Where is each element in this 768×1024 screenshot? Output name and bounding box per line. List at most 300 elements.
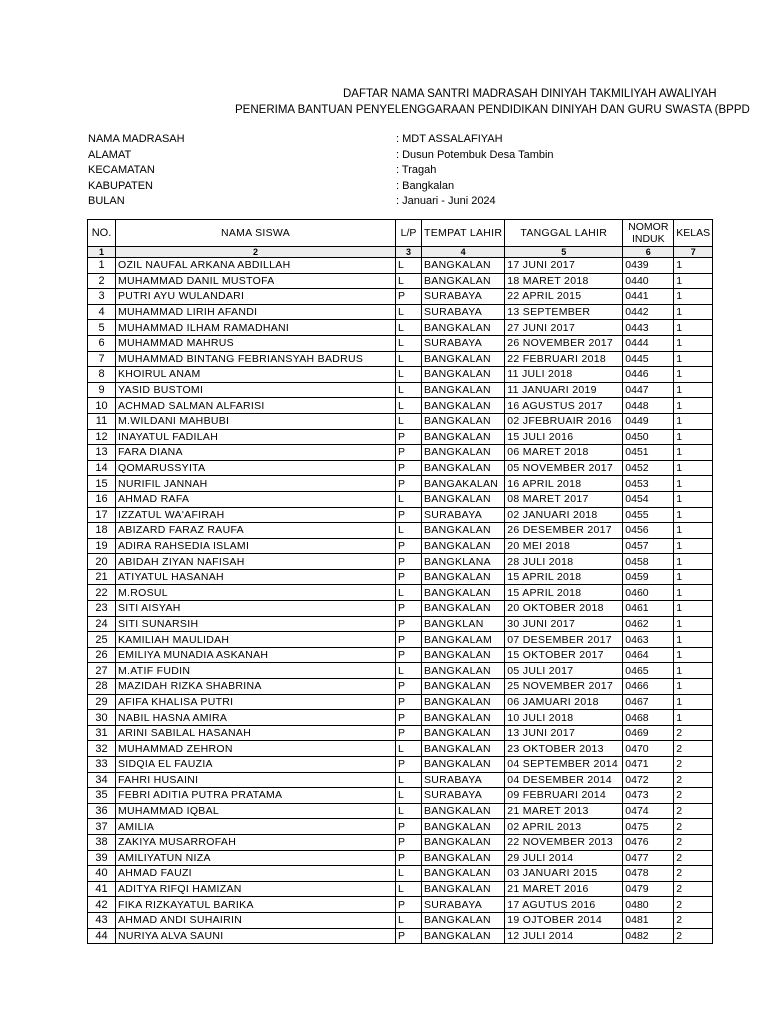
cell-no: 3 [88, 289, 116, 305]
table-row [88, 554, 713, 570]
cell-no: 22 [88, 585, 116, 601]
table-row [88, 803, 713, 819]
cell-no: 26 [88, 647, 116, 663]
table-row [88, 912, 713, 928]
cell-nomor-induk: 0454 [623, 491, 674, 507]
cell-nama-siswa: FIKA RIZKAYATUL BARIKA [116, 897, 396, 913]
column-number: 3 [396, 247, 422, 258]
cell-kelas: 2 [674, 725, 713, 741]
cell-lp: L [396, 881, 422, 897]
table-row [88, 679, 713, 695]
cell-tanggal-lahir: 02 JANUARI 2018 [505, 507, 623, 523]
header-tempat-lahir: TEMPAT LAHIR [422, 220, 505, 247]
cell-tempat-lahir: BANGKALAN [422, 585, 505, 601]
cell-lp: L [396, 258, 422, 274]
cell-tanggal-lahir: 22 FEBRUARI 2018 [505, 351, 623, 367]
cell-tanggal-lahir: 07 DESEMBER 2017 [505, 632, 623, 648]
cell-lp: P [396, 460, 422, 476]
cell-tempat-lahir: BANGKALAN [422, 367, 505, 383]
table-row [88, 757, 713, 773]
info-row [88, 164, 554, 180]
info-value: : MDT ASSALAFIYAH [396, 133, 503, 145]
cell-lp: L [396, 367, 422, 383]
cell-tanggal-lahir: 30 JUNI 2017 [505, 616, 623, 632]
student-table [87, 219, 713, 944]
cell-nomor-induk: 0450 [623, 429, 674, 445]
cell-no: 17 [88, 507, 116, 523]
info-value: : Dusun Potembuk Desa Tambin [396, 148, 554, 161]
table-row [88, 491, 713, 507]
cell-tempat-lahir: BANGKALAN [422, 273, 505, 289]
cell-nomor-induk: 0451 [623, 445, 674, 461]
cell-nama-siswa: PUTRI AYU WULANDARI [116, 289, 396, 305]
cell-nama-siswa: MUHAMMAD IQBAL [116, 803, 396, 819]
cell-kelas: 2 [674, 834, 713, 850]
cell-nomor-induk: 0471 [623, 757, 674, 773]
cell-nomor-induk: 0457 [623, 538, 674, 554]
cell-lp: L [396, 320, 422, 336]
cell-kelas: 2 [674, 772, 713, 788]
table-row [88, 351, 713, 367]
table-row [88, 273, 713, 289]
cell-nama-siswa: MUHAMMAD DANIL MUSTOFA [116, 273, 396, 289]
cell-tanggal-lahir: 06 MARET 2018 [505, 445, 623, 461]
cell-nomor-induk: 0475 [623, 819, 674, 835]
cell-tempat-lahir: BANGKALAN [422, 523, 505, 539]
cell-tanggal-lahir: 02 APRIL 2013 [505, 819, 623, 835]
cell-tempat-lahir: BANGKALAN [422, 413, 505, 429]
table-row [88, 413, 713, 429]
table-row [88, 834, 713, 850]
cell-tanggal-lahir: 04 DESEMBER 2014 [505, 772, 623, 788]
cell-lp: P [396, 569, 422, 585]
cell-tempat-lahir: BANGKALAN [422, 866, 505, 882]
cell-kelas: 1 [674, 335, 713, 351]
info-label: ALAMAT [88, 148, 132, 161]
cell-kelas: 2 [674, 819, 713, 835]
column-number: 6 [623, 247, 674, 258]
cell-nomor-induk: 0447 [623, 382, 674, 398]
cell-tempat-lahir: BANGKALAN [422, 320, 505, 336]
cell-lp: P [396, 819, 422, 835]
cell-lp: P [396, 897, 422, 913]
cell-no: 29 [88, 694, 116, 710]
cell-tanggal-lahir: 06 JAMUARI 2018 [505, 694, 623, 710]
cell-tempat-lahir: BANGAKALAN [422, 476, 505, 492]
column-number-row [88, 247, 713, 258]
header-lp: L/P [396, 220, 422, 247]
cell-kelas: 1 [674, 523, 713, 539]
cell-no: 32 [88, 741, 116, 757]
cell-lp: L [396, 663, 422, 679]
cell-no: 39 [88, 850, 116, 866]
cell-no: 10 [88, 398, 116, 414]
table-row [88, 772, 713, 788]
table-row [88, 850, 713, 866]
cell-nomor-induk: 0482 [623, 928, 674, 944]
cell-nomor-induk: 0452 [623, 460, 674, 476]
cell-nama-siswa: MUHAMMAD LIRIH AFANDI [116, 304, 396, 320]
header-kelas: KELAS [674, 220, 713, 247]
table-row [88, 398, 713, 414]
cell-lp: P [396, 632, 422, 648]
cell-nama-siswa: FAHRI HUSAINI [116, 772, 396, 788]
cell-nomor-induk: 0445 [623, 351, 674, 367]
cell-tempat-lahir: BANGKALAN [422, 741, 505, 757]
cell-tempat-lahir: BANGKALAM [422, 632, 505, 648]
cell-no: 2 [88, 273, 116, 289]
cell-tanggal-lahir: 21 MARET 2016 [505, 881, 623, 897]
table-row [88, 710, 713, 726]
cell-nomor-induk: 0441 [623, 289, 674, 305]
cell-tanggal-lahir: 27 JUNI 2017 [505, 320, 623, 336]
cell-kelas: 1 [674, 710, 713, 726]
cell-nomor-induk: 0455 [623, 507, 674, 523]
cell-tempat-lahir: SURABAYA [422, 507, 505, 523]
madrasah-info [88, 133, 554, 211]
cell-nomor-induk: 0479 [623, 881, 674, 897]
table-row [88, 694, 713, 710]
cell-tempat-lahir: SURABAYA [422, 788, 505, 804]
table-row [88, 725, 713, 741]
cell-tanggal-lahir: 02 JFEBRUAIR 2016 [505, 413, 623, 429]
cell-nomor-induk: 0462 [623, 616, 674, 632]
cell-tanggal-lahir: 17 JUNI 2017 [505, 258, 623, 274]
table-row [88, 304, 713, 320]
cell-nama-siswa: AMILIA [116, 819, 396, 835]
cell-kelas: 1 [674, 320, 713, 336]
table-row [88, 632, 713, 648]
cell-nama-siswa: AHMAD FAUZI [116, 866, 396, 882]
cell-nama-siswa: FEBRI ADITIA PUTRA PRATAMA [116, 788, 396, 804]
cell-nomor-induk: 0469 [623, 725, 674, 741]
cell-nama-siswa: ARINI SABILAL HASANAH [116, 725, 396, 741]
cell-nomor-induk: 0463 [623, 632, 674, 648]
cell-lp: P [396, 554, 422, 570]
cell-no: 28 [88, 679, 116, 695]
cell-nama-siswa: ABIDAH ZIYAN NAFISAH [116, 554, 396, 570]
cell-nama-siswa: NURIYA ALVA SAUNI [116, 928, 396, 944]
cell-tempat-lahir: SURABAYA [422, 897, 505, 913]
cell-nomor-induk: 0440 [623, 273, 674, 289]
cell-tempat-lahir: SURABAYA [422, 289, 505, 305]
cell-tempat-lahir: BANGKALAN [422, 912, 505, 928]
column-number: 1 [88, 247, 116, 258]
cell-tanggal-lahir: 17 AGUTUS 2016 [505, 897, 623, 913]
cell-lp: P [396, 679, 422, 695]
cell-nama-siswa: KAMILIAH MAULIDAH [116, 632, 396, 648]
info-value: : Bangkalan [396, 179, 455, 192]
info-value: : Januari - Juni 2024 [396, 195, 496, 207]
cell-no: 31 [88, 725, 116, 741]
cell-nama-siswa: SITI AISYAH [116, 601, 396, 617]
cell-lp: P [396, 507, 422, 523]
cell-kelas: 2 [674, 803, 713, 819]
cell-lp: P [396, 725, 422, 741]
cell-tempat-lahir: SURABAYA [422, 304, 505, 320]
info-label: KABUPATEN [88, 179, 153, 192]
table-row [88, 382, 713, 398]
cell-lp: P [396, 710, 422, 726]
cell-tanggal-lahir: 13 JUNI 2017 [505, 725, 623, 741]
cell-tanggal-lahir: 04 SEPTEMBER 2014 [505, 757, 623, 773]
cell-lp: P [396, 616, 422, 632]
table-row [88, 523, 713, 539]
cell-nomor-induk: 0439 [623, 258, 674, 274]
cell-nomor-induk: 0481 [623, 912, 674, 928]
cell-no: 42 [88, 897, 116, 913]
cell-kelas: 1 [674, 694, 713, 710]
cell-no: 18 [88, 523, 116, 539]
table-row [88, 507, 713, 523]
cell-tanggal-lahir: 05 JULI 2017 [505, 663, 623, 679]
cell-lp: P [396, 289, 422, 305]
cell-lp: P [396, 834, 422, 850]
cell-tanggal-lahir: 22 NOVEMBER 2013 [505, 834, 623, 850]
cell-lp: P [396, 850, 422, 866]
cell-nama-siswa: ACHMAD SALMAN ALFARISI [116, 398, 396, 414]
cell-tanggal-lahir: 19 OJTOBER 2014 [505, 912, 623, 928]
cell-nama-siswa: KHOIRUL ANAM [116, 367, 396, 383]
cell-kelas: 2 [674, 741, 713, 757]
cell-no: 33 [88, 757, 116, 773]
table-row [88, 866, 713, 882]
cell-nomor-induk: 0472 [623, 772, 674, 788]
header-nomor-induk: NOMOR INDUK [623, 220, 674, 247]
cell-nama-siswa: MUHAMMAD MAHRUS [116, 335, 396, 351]
cell-kelas: 1 [674, 507, 713, 523]
cell-tanggal-lahir: 15 JULI 2016 [505, 429, 623, 445]
cell-kelas: 1 [674, 554, 713, 570]
cell-nama-siswa: ZAKIYA MUSARROFAH [116, 834, 396, 850]
info-row [88, 180, 554, 196]
cell-tempat-lahir: BANGKALAN [422, 710, 505, 726]
table-row [88, 881, 713, 897]
cell-no: 37 [88, 819, 116, 835]
cell-tempat-lahir: BANGKLAN [422, 616, 505, 632]
cell-tempat-lahir: BANGKLANA [422, 554, 505, 570]
cell-kelas: 2 [674, 757, 713, 773]
cell-no: 25 [88, 632, 116, 648]
table-row [88, 460, 713, 476]
header-tanggal-lahir: TANGGAL LAHIR [505, 220, 623, 247]
cell-nomor-induk: 0460 [623, 585, 674, 601]
cell-no: 5 [88, 320, 116, 336]
cell-nama-siswa: AMILIYATUN NIZA [116, 850, 396, 866]
cell-no: 16 [88, 491, 116, 507]
column-number: 5 [505, 247, 623, 258]
info-value: : Tragah [396, 164, 437, 176]
cell-tempat-lahir: BANGKALAN [422, 429, 505, 445]
info-label: KECAMATAN [88, 164, 155, 176]
cell-no: 44 [88, 928, 116, 944]
cell-kelas: 1 [674, 367, 713, 383]
cell-lp: L [396, 523, 422, 539]
cell-tempat-lahir: SURABAYA [422, 335, 505, 351]
cell-nomor-induk: 0443 [623, 320, 674, 336]
cell-lp: L [396, 788, 422, 804]
cell-kelas: 1 [674, 601, 713, 617]
cell-kelas: 2 [674, 866, 713, 882]
table-row [88, 819, 713, 835]
cell-kelas: 1 [674, 351, 713, 367]
cell-kelas: 1 [674, 429, 713, 445]
cell-tempat-lahir: BANGKALAN [422, 834, 505, 850]
info-label: NAMA MADRASAH [88, 133, 185, 145]
column-number: 2 [116, 247, 396, 258]
cell-tanggal-lahir: 28 JULI 2018 [505, 554, 623, 570]
cell-tempat-lahir: BANGKALAN [422, 881, 505, 897]
cell-nama-siswa: NABIL HASNA AMIRA [116, 710, 396, 726]
cell-lp: L [396, 585, 422, 601]
cell-tanggal-lahir: 22 APRIL 2015 [505, 289, 623, 305]
cell-tempat-lahir: BANGKALAN [422, 663, 505, 679]
cell-no: 12 [88, 429, 116, 445]
cell-nomor-induk: 0473 [623, 788, 674, 804]
cell-kelas: 2 [674, 897, 713, 913]
cell-nomor-induk: 0468 [623, 710, 674, 726]
cell-kelas: 1 [674, 476, 713, 492]
cell-kelas: 1 [674, 538, 713, 554]
cell-tempat-lahir: BANGKALAN [422, 460, 505, 476]
cell-nama-siswa: EMILIYA MUNADIA ASKANAH [116, 647, 396, 663]
cell-no: 27 [88, 663, 116, 679]
cell-nama-siswa: AHMAD ANDI SUHAIRIN [116, 912, 396, 928]
cell-nomor-induk: 0470 [623, 741, 674, 757]
cell-kelas: 1 [674, 569, 713, 585]
cell-nama-siswa: ADITYA RIFQI HAMIZAN [116, 881, 396, 897]
cell-kelas: 2 [674, 850, 713, 866]
table-row [88, 320, 713, 336]
cell-no: 41 [88, 881, 116, 897]
cell-lp: P [396, 757, 422, 773]
cell-tempat-lahir: BANGKALAN [422, 538, 505, 554]
cell-lp: L [396, 866, 422, 882]
cell-nama-siswa: FARA DIANA [116, 445, 396, 461]
cell-kelas: 2 [674, 788, 713, 804]
cell-tempat-lahir: BANGKALAN [422, 725, 505, 741]
cell-no: 6 [88, 335, 116, 351]
cell-kelas: 2 [674, 928, 713, 944]
cell-kelas: 1 [674, 413, 713, 429]
cell-tanggal-lahir: 20 OKTOBER 2018 [505, 601, 623, 617]
cell-tempat-lahir: BANGKALAN [422, 647, 505, 663]
cell-nama-siswa: AHMAD RAFA [116, 491, 396, 507]
cell-tempat-lahir: BANGKALAN [422, 382, 505, 398]
cell-tanggal-lahir: 26 NOVEMBER 2017 [505, 335, 623, 351]
cell-nama-siswa: MUHAMMAD ZEHRON [116, 741, 396, 757]
cell-nama-siswa: ADIRA RAHSEDIA ISLAMI [116, 538, 396, 554]
column-number: 4 [422, 247, 505, 258]
column-number: 7 [674, 247, 713, 258]
cell-nama-siswa: MUHAMMAD ILHAM RAMADHANI [116, 320, 396, 336]
cell-kelas: 1 [674, 491, 713, 507]
cell-tanggal-lahir: 05 NOVEMBER 2017 [505, 460, 623, 476]
cell-no: 19 [88, 538, 116, 554]
cell-lp: P [396, 538, 422, 554]
cell-tanggal-lahir: 29 JULI 2014 [505, 850, 623, 866]
cell-no: 23 [88, 601, 116, 617]
cell-lp: L [396, 304, 422, 320]
cell-nama-siswa: OZIL NAUFAL ARKANA ABDILLAH [116, 258, 396, 274]
cell-nama-siswa: ABIZARD FARAZ RAUFA [116, 523, 396, 539]
cell-no: 13 [88, 445, 116, 461]
cell-no: 40 [88, 866, 116, 882]
table-row [88, 647, 713, 663]
info-row [88, 133, 554, 149]
cell-nama-siswa: INAYATUL FADILAH [116, 429, 396, 445]
cell-tanggal-lahir: 18 MARET 2018 [505, 273, 623, 289]
cell-lp: P [396, 647, 422, 663]
cell-tempat-lahir: BANGKALAN [422, 819, 505, 835]
cell-nomor-induk: 0444 [623, 335, 674, 351]
cell-tempat-lahir: BANGKALAN [422, 258, 505, 274]
cell-nama-siswa: AFIFA KHALISA PUTRI [116, 694, 396, 710]
table-row [88, 928, 713, 944]
cell-nomor-induk: 0467 [623, 694, 674, 710]
table-row [88, 569, 713, 585]
cell-no: 38 [88, 834, 116, 850]
cell-tempat-lahir: SURABAYA [422, 772, 505, 788]
cell-kelas: 1 [674, 647, 713, 663]
cell-tanggal-lahir: 10 JULI 2018 [505, 710, 623, 726]
cell-no: 4 [88, 304, 116, 320]
cell-nomor-induk: 0461 [623, 601, 674, 617]
cell-lp: L [396, 912, 422, 928]
header-no: NO. [88, 220, 116, 247]
cell-lp: P [396, 445, 422, 461]
table-row [88, 476, 713, 492]
cell-tanggal-lahir: 26 DESEMBER 2017 [505, 523, 623, 539]
cell-tanggal-lahir: 21 MARET 2013 [505, 803, 623, 819]
cell-nomor-induk: 0477 [623, 850, 674, 866]
cell-nomor-induk: 0478 [623, 866, 674, 882]
cell-nomor-induk: 0464 [623, 647, 674, 663]
cell-no: 36 [88, 803, 116, 819]
cell-lp: P [396, 476, 422, 492]
cell-kelas: 1 [674, 304, 713, 320]
cell-no: 1 [88, 258, 116, 274]
cell-tanggal-lahir: 15 APRIL 2018 [505, 585, 623, 601]
cell-no: 11 [88, 413, 116, 429]
cell-nomor-induk: 0446 [623, 367, 674, 383]
cell-nama-siswa: QOMARUSSYITA [116, 460, 396, 476]
cell-tanggal-lahir: 11 JANUARI 2019 [505, 382, 623, 398]
cell-nama-siswa: M.ATIF FUDIN [116, 663, 396, 679]
cell-lp: L [396, 273, 422, 289]
table-row [88, 429, 713, 445]
cell-tanggal-lahir: 15 OKTOBER 2017 [505, 647, 623, 663]
cell-tanggal-lahir: 12 JULI 2014 [505, 928, 623, 944]
cell-tempat-lahir: BANGKALAN [422, 803, 505, 819]
cell-tanggal-lahir: 15 APRIL 2018 [505, 569, 623, 585]
cell-no: 15 [88, 476, 116, 492]
cell-kelas: 1 [674, 398, 713, 414]
cell-nomor-induk: 0474 [623, 803, 674, 819]
cell-tempat-lahir: BANGKALAN [422, 928, 505, 944]
cell-kelas: 1 [674, 632, 713, 648]
cell-kelas: 1 [674, 585, 713, 601]
cell-no: 43 [88, 912, 116, 928]
cell-lp: L [396, 803, 422, 819]
table-row [88, 289, 713, 305]
cell-lp: L [396, 335, 422, 351]
cell-nomor-induk: 0448 [623, 398, 674, 414]
cell-no: 21 [88, 569, 116, 585]
cell-tanggal-lahir: 20 MEI 2018 [505, 538, 623, 554]
cell-tempat-lahir: BANGKALAN [422, 445, 505, 461]
cell-lp: P [396, 601, 422, 617]
